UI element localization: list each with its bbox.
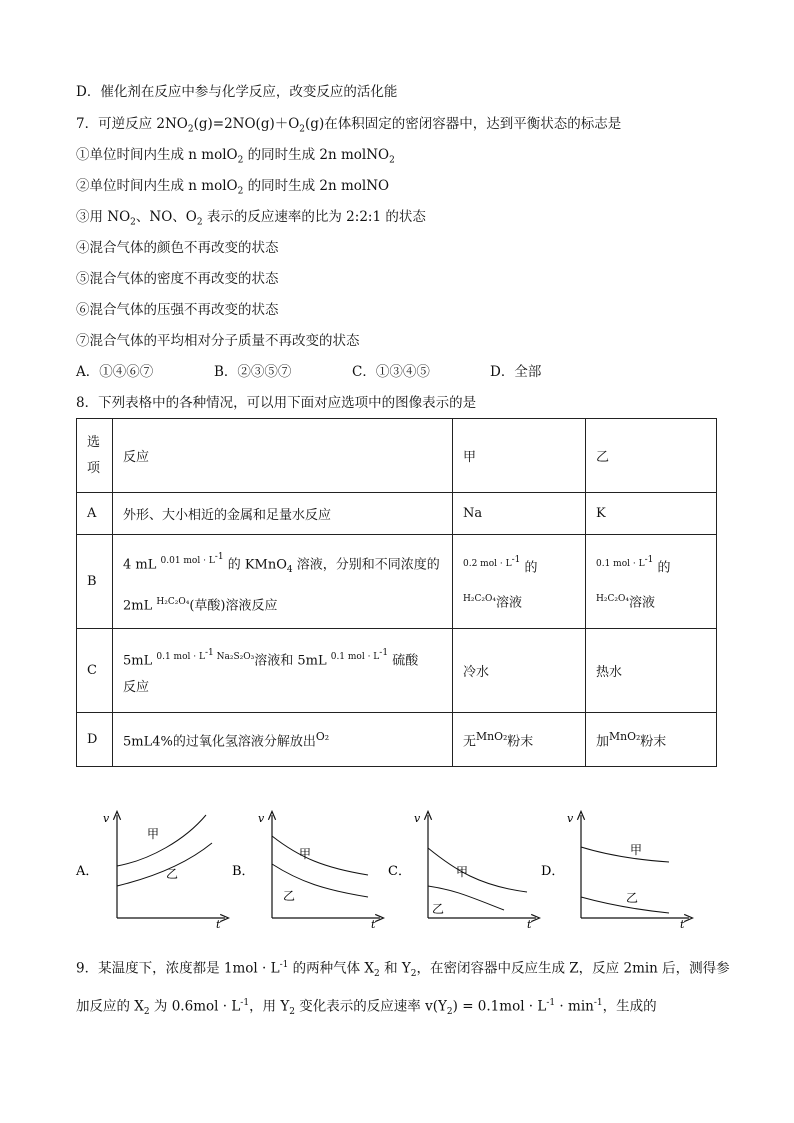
graph-c-t-label: t (527, 918, 532, 931)
row-c-yi: 热水 (586, 629, 717, 713)
table-row (77, 629, 717, 713)
graph-d-t-label: t (680, 918, 685, 931)
graph-a-t-label: t (216, 918, 221, 931)
graph-a-curve-yi (117, 843, 212, 886)
header-option: 选 项 (77, 419, 113, 493)
row-c-reaction: 5mL $^{0.1 mol \cdot L^{-1} Na_2S_2O_3}$溶液和 5mL $^{0.1 mol \cdot L^{-1}}$ 硫酸 反应 (113, 629, 453, 713)
graph-d (541, 812, 689, 931)
table-row (77, 713, 717, 767)
graph-c-jia: 甲 (456, 865, 469, 879)
graph-b-curve-jia (272, 836, 368, 875)
header-jia: 甲 (453, 419, 586, 493)
graph-b-t-label: t (371, 918, 376, 931)
q7-item-3: ③用 $NO_2$、NO、$O_2$ 表示的反应速率的比为 2:2:1 的状态 (76, 209, 426, 228)
q6-option-d: D．催化剂在反应中参与化学反应，改变反应的活化能 (76, 84, 398, 100)
q7-choice-b: B．②③⑤⑦ (214, 364, 292, 380)
q7-item-4: ④混合气体的颜色不再改变的状态 (76, 240, 279, 256)
row-d-reaction: 5mL4%的过氧化氢溶液分解放出$^{O_2}$ (113, 713, 453, 767)
q7-item-1: ①单位时间内生成 n molO$_2$ 的同时生成 2n molNO$_2$ (76, 147, 395, 166)
q7-choice-a: A．①④⑥⑦ (76, 364, 154, 380)
q8-graphs (0, 800, 794, 935)
graph-b-jia: 甲 (299, 847, 312, 861)
q9-line-2: 加反应的 $X_2$ 为 $0.6mol \cdot L^{-1}$，用 $Y_2$ 变化表示的反应速率 $v(Y_2) = 0.1mol \cdot L^{-1} \cdot \min^{-1}$，生成的 (76, 998, 657, 1018)
graph-a-label: A． (76, 864, 99, 879)
q7-choice-d: D．全部 (490, 364, 542, 380)
q8-table (76, 418, 717, 767)
row-b-label: B (77, 535, 113, 629)
graph-a (75, 812, 225, 931)
graph-a-curve-jia (117, 815, 206, 866)
q7-stem: 7．可逆反应 $2NO_2(g)=2NO(g)+O_2(g)$在体积固定的密闭容器中，达到平衡状态的标志是 (76, 116, 622, 135)
q7-item-7: ⑦混合气体的平均相对分子质量不再改变的状态 (76, 333, 360, 349)
row-b-yi: $^{0.1 mol \cdot L^{-1}}$ 的 $^{H_2C_2O_4}$溶液 (586, 535, 717, 629)
row-a-yi: K (586, 493, 717, 535)
graph-d-yi: 乙 (626, 891, 639, 905)
table-row (77, 493, 717, 535)
graph-d-v-label: v (567, 812, 574, 825)
graph-c-curve-jia (428, 848, 527, 892)
graph-a-v-label: v (103, 812, 110, 825)
row-b-reaction: 4 mL $^{0.01 mol \cdot L^{-1}}$ 的 KMnO$_4$ 溶液，分别和不同浓度的 2mL $^{H_2C_2O_4}$(草酸)溶液反应 (113, 535, 453, 629)
row-a-reaction: 外形、大小相近的金属和足量水反应 (113, 493, 453, 535)
row-a-label: A (77, 493, 113, 535)
graph-b-label: B． (232, 864, 255, 879)
q9-line-1: 9．某温度下，浓度都是 $1mol \cdot L^{-1}$ 的两种气体 $X_2$ 和 $Y_2$，在密闭容器中反应生成 Z，反应 2min 后，测得参 (76, 960, 730, 980)
graph-c-label: C． (388, 864, 411, 879)
graph-a-jia: 甲 (147, 827, 160, 841)
graph-a-yi: 乙 (166, 867, 179, 881)
row-b-jia: $^{0.2 mol \cdot L^{-1}}$ 的 $^{H_2C_2O_4}$溶液 (453, 535, 586, 629)
table-header-row (77, 419, 717, 493)
q8-stem: 8．下列表格中的各种情况，可以用下面对应选项中的图像表示的是 (76, 395, 477, 411)
q7-item-6: ⑥混合气体的压强不再改变的状态 (76, 302, 279, 318)
table-row (77, 535, 717, 629)
row-c-label: C (77, 629, 113, 713)
row-d-jia: 无$^{MnO_2}$粉末 (453, 713, 586, 767)
row-d-yi: 加$^{MnO_2}$粉末 (586, 713, 717, 767)
graph-c (388, 812, 536, 931)
graph-b (232, 812, 380, 931)
graph-d-curve-yi (581, 897, 669, 913)
row-d-label: D (77, 713, 113, 767)
graph-d-curve-jia (581, 847, 669, 862)
row-a-jia: Na (453, 493, 586, 535)
header-reaction: 反应 (113, 419, 453, 493)
q7-choice-c: C．①③④⑤ (352, 364, 430, 380)
graph-d-label: D． (541, 864, 565, 879)
row-c-jia: 冷水 (453, 629, 586, 713)
q7-item-2: ②单位时间内生成 n molO$_2$ 的同时生成 2n molNO (76, 178, 390, 197)
header-yi: 乙 (586, 419, 717, 493)
graph-c-yi: 乙 (432, 902, 445, 916)
graph-b-yi: 乙 (283, 889, 296, 903)
graph-d-jia: 甲 (630, 843, 643, 857)
graph-c-v-label: v (414, 812, 421, 825)
q7-item-5: ⑤混合气体的密度不再改变的状态 (76, 271, 279, 287)
graph-b-v-label: v (258, 812, 265, 825)
